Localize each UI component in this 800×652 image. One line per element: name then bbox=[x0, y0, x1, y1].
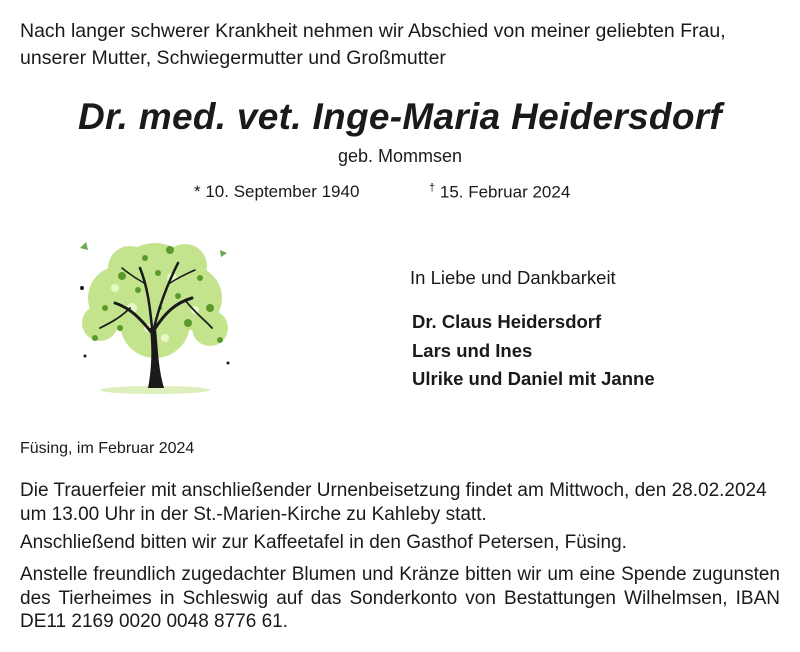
mourner-name: Ulrike und Daniel mit Janne bbox=[412, 368, 655, 389]
funeral-info-paragraph: Die Trauerfeier mit anschließender Urnenbeisetzung findet am Mittwoch, den 28.02.2024 um 13.00 Uhr in der St.-Marien-Kirche zu Kahleby statt. bbox=[20, 480, 767, 525]
death-date-line bbox=[429, 182, 570, 203]
mourners-names bbox=[412, 308, 655, 394]
tree-illustration-icon bbox=[60, 228, 250, 398]
mourner-name: Dr. Claus Heidersdorf bbox=[412, 311, 602, 332]
mourners-heading: In Liebe und Dankbarkeit bbox=[410, 267, 616, 288]
deceased-name: Dr. med. vet. Inge-Maria Heidersdorf bbox=[77, 96, 723, 137]
intro-text: Nach langer schwerer Krankheit nehmen wir Abschied von meiner geliebten Frau, unserer Mutter, Schwiegermutter und Großmutter bbox=[20, 20, 726, 69]
mourner-name: Lars und Ines bbox=[412, 339, 533, 361]
cross-icon: † bbox=[429, 182, 436, 194]
birth-date: * 10. September 1940 bbox=[194, 182, 360, 201]
coffee-info-paragraph: Anschließend bitten wir zur Kaffeetafel in den Gasthof Petersen, Füsing. bbox=[20, 532, 627, 553]
birth-name: geb. Mommsen bbox=[337, 146, 463, 166]
death-date: 15. Februar 2024 bbox=[439, 182, 571, 202]
donation-info-paragraph: Anstelle freundlich zugedachter Blumen und Kränze bitten wir um eine Spende zugunsten des Tierheimes in Schleswig auf das Sonderkonto von Bestattungen Wilhelmsen, IBAN DE11 2169 0020 0048 8776 61. bbox=[20, 564, 780, 632]
place-date: Füsing, im Februar 2024 bbox=[20, 440, 195, 457]
